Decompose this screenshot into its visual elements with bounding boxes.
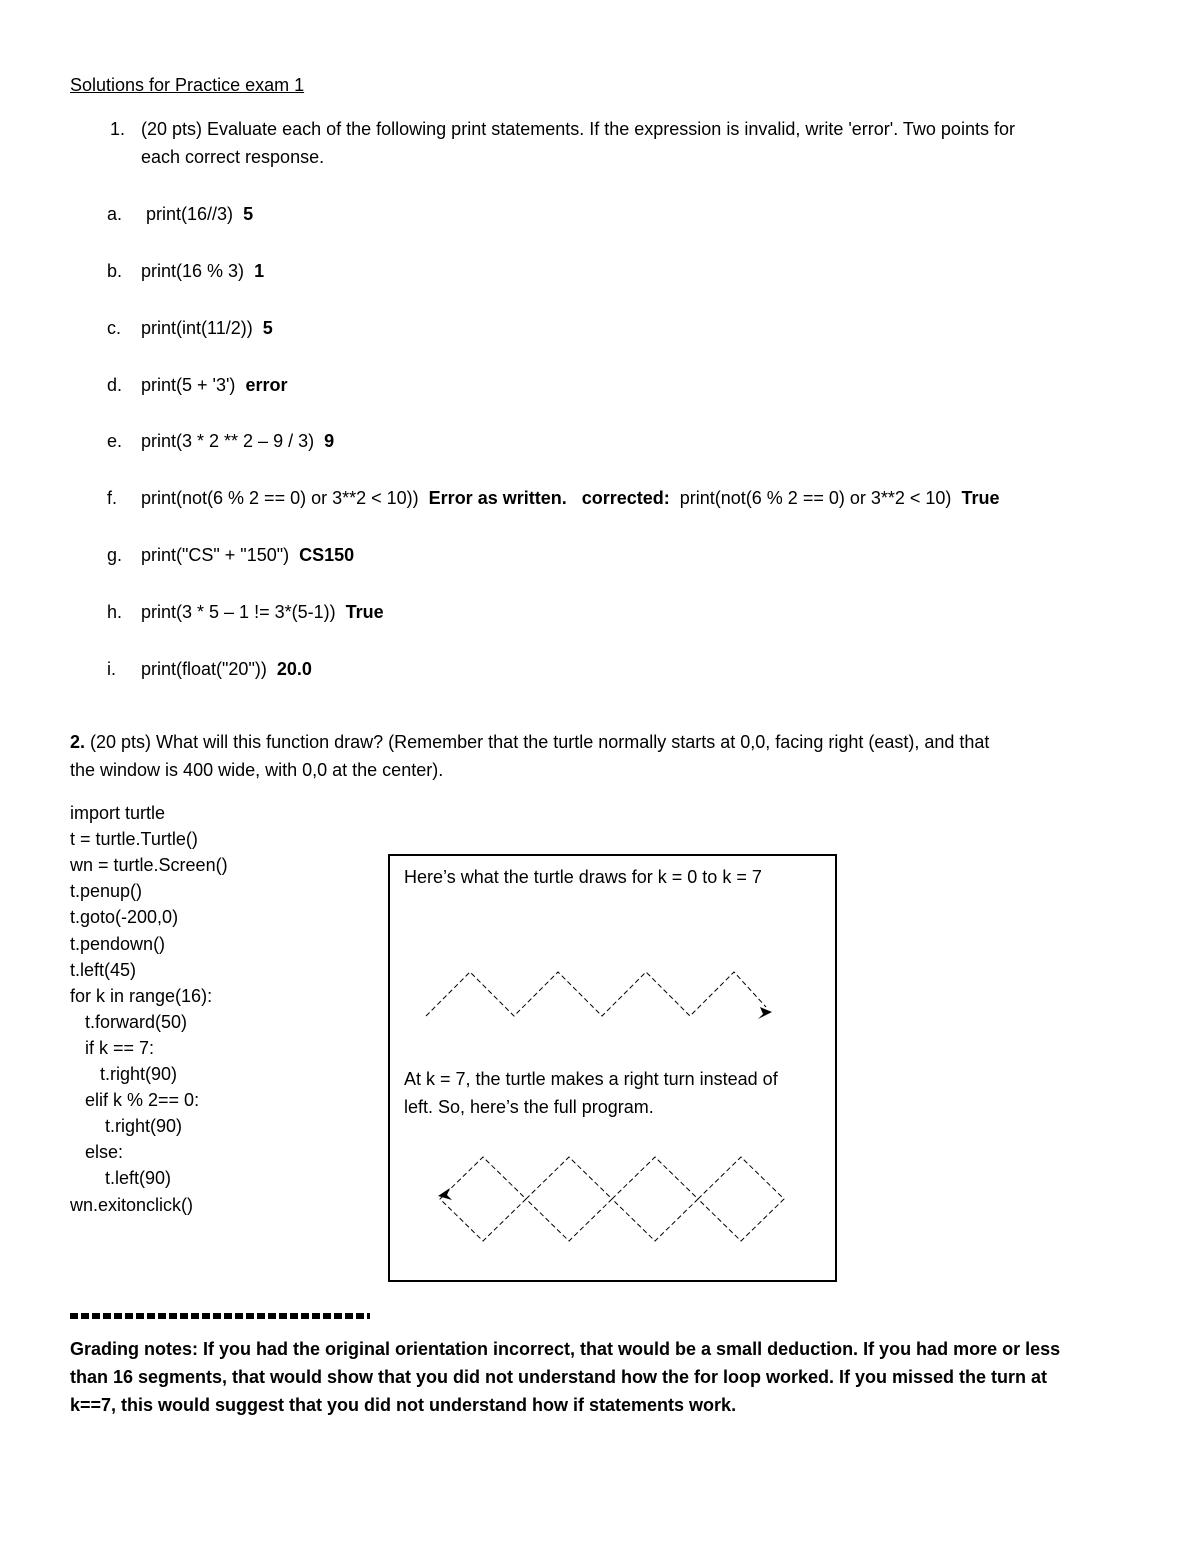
q1-item-answer: 1 xyxy=(254,261,265,281)
q1-item-letter: h. xyxy=(107,602,123,622)
q1-text-line1: (20 pts) Evaluate each of the following print statements. If the expression is invalid, write 'error'. Two points for xyxy=(141,119,1015,139)
q1-item-expression: print(3 * 2 ** 2 – 9 / 3) xyxy=(141,431,315,451)
q1-item-letter: b. xyxy=(107,261,123,281)
page-title: Solutions for Practice exam 1 xyxy=(70,75,305,95)
turtle-arrow-icon xyxy=(758,1007,772,1019)
code-line: t.pendown() xyxy=(70,934,166,954)
q1-item-expression: print(int(11/2)) xyxy=(141,318,253,338)
q1-item-answer: 5 xyxy=(243,204,254,224)
q1-item-answer: Error as written. corrected: xyxy=(428,488,670,508)
q1-item-answer: 5 xyxy=(262,318,273,338)
code-line: t.forward(50) xyxy=(70,1012,188,1032)
q1-item-answer: error xyxy=(245,375,288,395)
q1-item-letter: c. xyxy=(107,318,122,338)
q1-item-expression: print(not(6 % 2 == 0) or 3**2 < 10)) xyxy=(141,488,419,508)
code-line: t.right(90) xyxy=(70,1064,178,1084)
code-line: else: xyxy=(70,1142,124,1162)
code-line: wn.exitonclick() xyxy=(70,1195,194,1215)
code-line: import turtle xyxy=(70,803,166,823)
box-caption-2-line1: At k = 7, the turtle makes a right turn instead of xyxy=(404,1069,778,1089)
q1-item-letter: f. xyxy=(107,488,118,508)
q1-item-expression: print(float("20")) xyxy=(141,659,267,679)
q1-item-answer: 9 xyxy=(324,431,335,451)
q2-line2: the window is 400 wide, with 0,0 at the center). xyxy=(70,760,444,780)
answer-box xyxy=(388,854,837,1282)
code-line: if k == 7: xyxy=(70,1038,155,1058)
q2-number: 2. xyxy=(70,732,86,752)
code-line: t.left(90) xyxy=(70,1168,172,1188)
box-caption-2-line2: left. So, here’s the full program. xyxy=(404,1097,654,1117)
q1-item-expression: print(5 + '3') xyxy=(141,375,236,395)
diamond-4 xyxy=(698,1157,784,1241)
q1-item-letter: a. xyxy=(107,204,123,224)
q1-item-answer: CS150 xyxy=(299,545,355,565)
box-caption-1: Here’s what the turtle draws for k = 0 to k = 7 xyxy=(404,867,762,887)
diamond-1 xyxy=(440,1157,526,1241)
turtle-arrow-icon-end xyxy=(438,1188,452,1200)
q1-item-answer: True xyxy=(345,602,384,622)
q1-item-letter: e. xyxy=(107,431,123,451)
zigzag-drawing xyxy=(388,854,837,1282)
q1-item-answer: 20.0 xyxy=(276,659,312,679)
q1-item-letter: g. xyxy=(107,545,123,565)
q2-heading xyxy=(70,732,989,753)
code-line: wn = turtle.Screen() xyxy=(70,855,228,875)
grading-line3: k==7, this would suggest that you did not understand how if statements work. xyxy=(70,1395,737,1415)
zigzag-path xyxy=(426,972,766,1016)
q1-item-letter: i. xyxy=(107,659,116,679)
code-line: t.goto(-200,0) xyxy=(70,907,179,927)
code-line: t.left(45) xyxy=(70,960,137,980)
q1-item-corrected-answer: True xyxy=(961,488,1000,508)
q1-item-expression: print(3 * 5 – 1 != 3*(5-1)) xyxy=(141,602,336,622)
code-line: elif k % 2== 0: xyxy=(70,1090,200,1110)
q1-text-line2: each correct response. xyxy=(141,147,325,167)
q2-line1: (20 pts) What will this function draw? (Remember that the turtle normally starts at 0,0, facing right (east), and that xyxy=(90,732,990,752)
grading-line2: than 16 segments, that would show that you did not understand how the for loop worked. If you missed the turn at xyxy=(70,1367,1048,1387)
grading-line1: Grading notes: If you had the original orientation incorrect, that would be a small deduction. If you had more or less xyxy=(70,1339,1061,1359)
diamond-3 xyxy=(612,1157,698,1241)
q1-number: 1. xyxy=(110,119,126,139)
code-line: t.right(90) xyxy=(70,1116,183,1136)
q1-item-letter: d. xyxy=(107,375,123,395)
q1-item-corrected-expression: print(not(6 % 2 == 0) or 3**2 < 10) xyxy=(679,488,952,508)
q1-item-expression: print(16//3) xyxy=(141,204,234,224)
code-line: t.penup() xyxy=(70,881,143,901)
dashed-separator xyxy=(70,1313,370,1319)
code-line: t = turtle.Turtle() xyxy=(70,829,198,849)
diamond-2 xyxy=(526,1157,612,1241)
q1-item-expression: print("CS" + "150") xyxy=(141,545,290,565)
code-line: for k in range(16): xyxy=(70,986,213,1006)
q1-item-expression: print(16 % 3) xyxy=(141,261,245,281)
